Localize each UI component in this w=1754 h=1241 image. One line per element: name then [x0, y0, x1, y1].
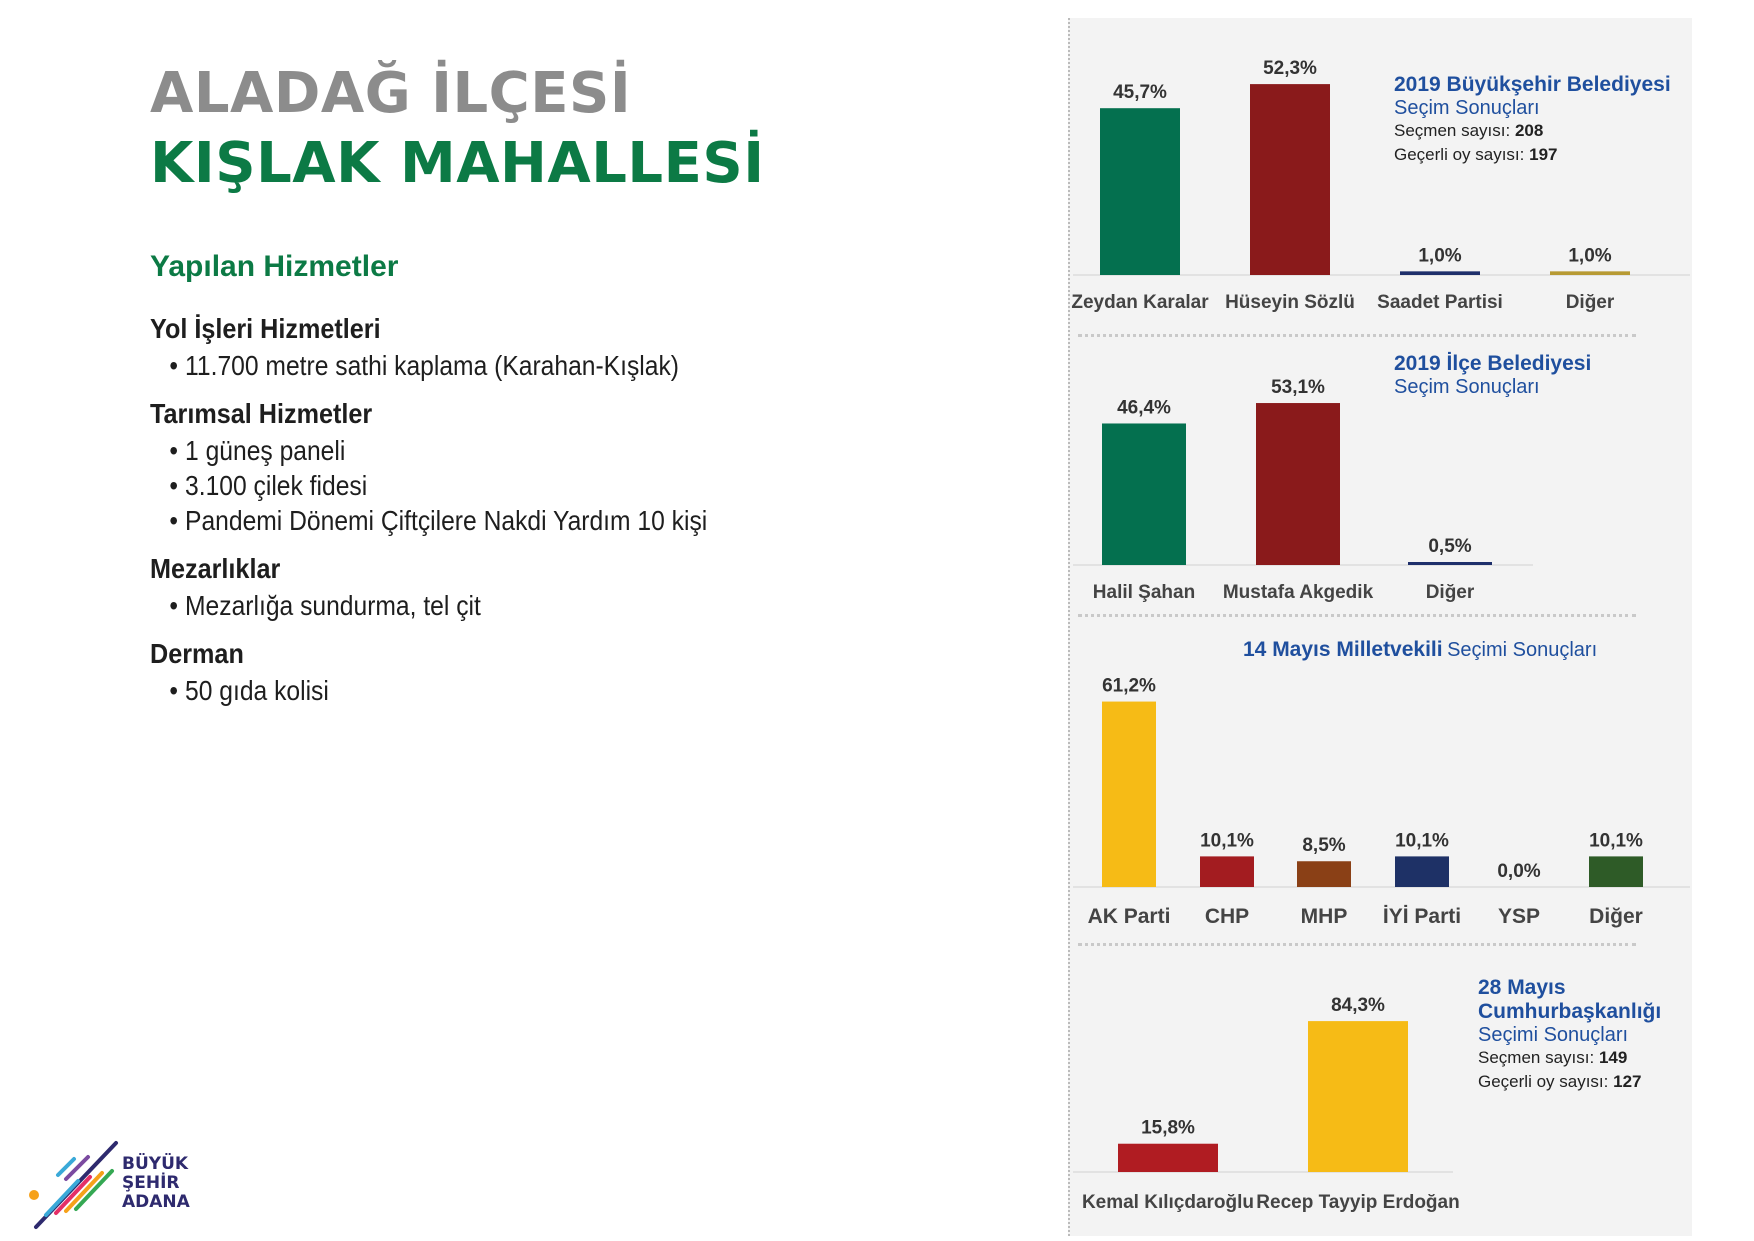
chart-2019-district-info [1394, 352, 1591, 398]
stat-label: Geçerli oy sayısı: [1394, 145, 1525, 164]
bar [1550, 271, 1630, 275]
bar [1308, 1021, 1408, 1172]
chart-subtitle: Seçimi Sonuçları [1478, 1024, 1629, 1046]
chart-subtitle: Seçimi Sonuçları [1447, 639, 1598, 661]
stat-label: Seçmen sayısı: [1394, 121, 1511, 140]
list-item: • Mezarlığa sundurma, tel çit [150, 588, 748, 623]
category-label: Mustafa Akgedik [1222, 582, 1374, 603]
data-label: 10,1% [1395, 830, 1449, 852]
chart-title: 2019 Büyükşehir Belediyesi [1394, 73, 1671, 96]
data-label: 0,5% [1428, 536, 1472, 557]
data-label: 46,4% [1117, 397, 1171, 419]
category-label: Hüseyin Sözlü [1225, 292, 1355, 313]
chart-title: 2019 İlçe Belediyesi [1394, 352, 1592, 375]
divider [1078, 943, 1636, 946]
stat-label: Geçerli oy sayısı: [1478, 1072, 1609, 1091]
category-label: Kemal Kılıçdaroğlu [1081, 1192, 1255, 1213]
category-label: Diğer [1589, 905, 1643, 928]
stat-value: 208 [1514, 121, 1544, 140]
bar [1102, 702, 1156, 887]
chart-title: 28 Mayıs Cumhurbaşkanlığı [1478, 976, 1662, 1023]
list-item: • 50 gıda kolisi [150, 673, 748, 708]
data-label: 84,3% [1331, 995, 1385, 1017]
bar [1408, 562, 1492, 565]
stat-value: 197 [1529, 145, 1558, 164]
category-label: Halil Şahan [1092, 582, 1196, 603]
category-cemeteries: Mezarlıklar [150, 553, 281, 584]
divider [1078, 614, 1636, 617]
logo-text [122, 1155, 190, 1212]
category-agriculture: Tarımsal Hizmetler [150, 398, 373, 429]
stat-value: 127 [1613, 1072, 1642, 1091]
bar [1297, 861, 1351, 887]
data-label: 1,0% [1418, 245, 1462, 267]
bar [1589, 856, 1643, 887]
chart-subtitle: Seçim Sonuçları [1394, 97, 1540, 119]
data-label: 15,8% [1141, 1117, 1195, 1139]
chart-14-may-info [1243, 638, 1597, 662]
services-title: Yapılan Hizmetler [150, 250, 399, 283]
category-label: Diğer [1425, 582, 1475, 603]
category-label: AK Parti [1087, 905, 1171, 928]
list-item: • Pandemi Dönemi Çiftçilere Nakdi Yardım 10 kişi [150, 503, 748, 538]
list-item: • 3.100 çilek fidesi [150, 468, 748, 503]
district-title: ALADAĞ İLÇESİ [150, 61, 632, 126]
data-label: 52,3% [1263, 58, 1317, 80]
chart-subtitle: Seçim Sonuçları [1394, 376, 1540, 398]
neighborhood-title: KIŞLAK MAHALLESİ [150, 131, 765, 196]
divider [1078, 334, 1636, 337]
category-label: Diğer [1565, 292, 1615, 313]
bar [1256, 403, 1340, 565]
list-item: • 1 güneş paneli [150, 433, 748, 468]
category-label: CHP [1204, 905, 1250, 928]
category-derman: Derman [150, 638, 244, 669]
data-label: 10,1% [1200, 830, 1254, 852]
bar [1200, 856, 1254, 887]
data-label: 1,0% [1568, 245, 1612, 267]
list-item: • 11.700 metre sathi kaplama (Karahan-Kışlak) [150, 348, 748, 383]
category-road: Yol İşleri Hizmetleri [150, 313, 381, 344]
chart-2019-district [1068, 340, 1690, 610]
category-label: Saadet Partisi [1377, 292, 1503, 313]
bar [1100, 108, 1180, 275]
data-label: 53,1% [1271, 377, 1325, 399]
services-list [150, 312, 830, 722]
bar [1118, 1144, 1218, 1172]
category-label: Zeydan Karalar [1071, 292, 1209, 313]
chart-title: 14 Mayıs Milletvekili [1243, 638, 1443, 661]
bar [1395, 856, 1449, 887]
stat-value: 149 [1598, 1048, 1628, 1067]
category-label: YSP [1497, 905, 1541, 928]
category-cemeteries-items [150, 588, 830, 623]
data-label: 8,5% [1302, 835, 1346, 857]
bar [1102, 423, 1186, 565]
logo-line-1: BÜYÜK [122, 1154, 189, 1174]
category-label: Recep Tayyip Erdoğan [1256, 1192, 1460, 1213]
category-label: MHP [1300, 905, 1348, 928]
chart-2019-metropolitan-info [1394, 73, 1671, 167]
data-label: 0,0% [1497, 861, 1541, 882]
category-label: İYİ Parti [1382, 905, 1462, 928]
chart-28-may-info [1478, 976, 1668, 1094]
data-label: 45,7% [1113, 82, 1167, 104]
data-label: 61,2% [1102, 675, 1156, 697]
category-derman-items [150, 673, 830, 708]
category-agriculture-items [150, 433, 830, 538]
bar [1400, 271, 1480, 275]
data-label: 10,1% [1589, 830, 1643, 852]
stat-label: Seçmen sayısı: [1478, 1048, 1595, 1067]
bar [1250, 84, 1330, 275]
logo-line-2: ŞEHİR [122, 1173, 180, 1193]
category-road-items [150, 348, 830, 383]
chart-14-may-parliament [1068, 620, 1690, 940]
logo-line-3: ADANA [122, 1192, 190, 1212]
